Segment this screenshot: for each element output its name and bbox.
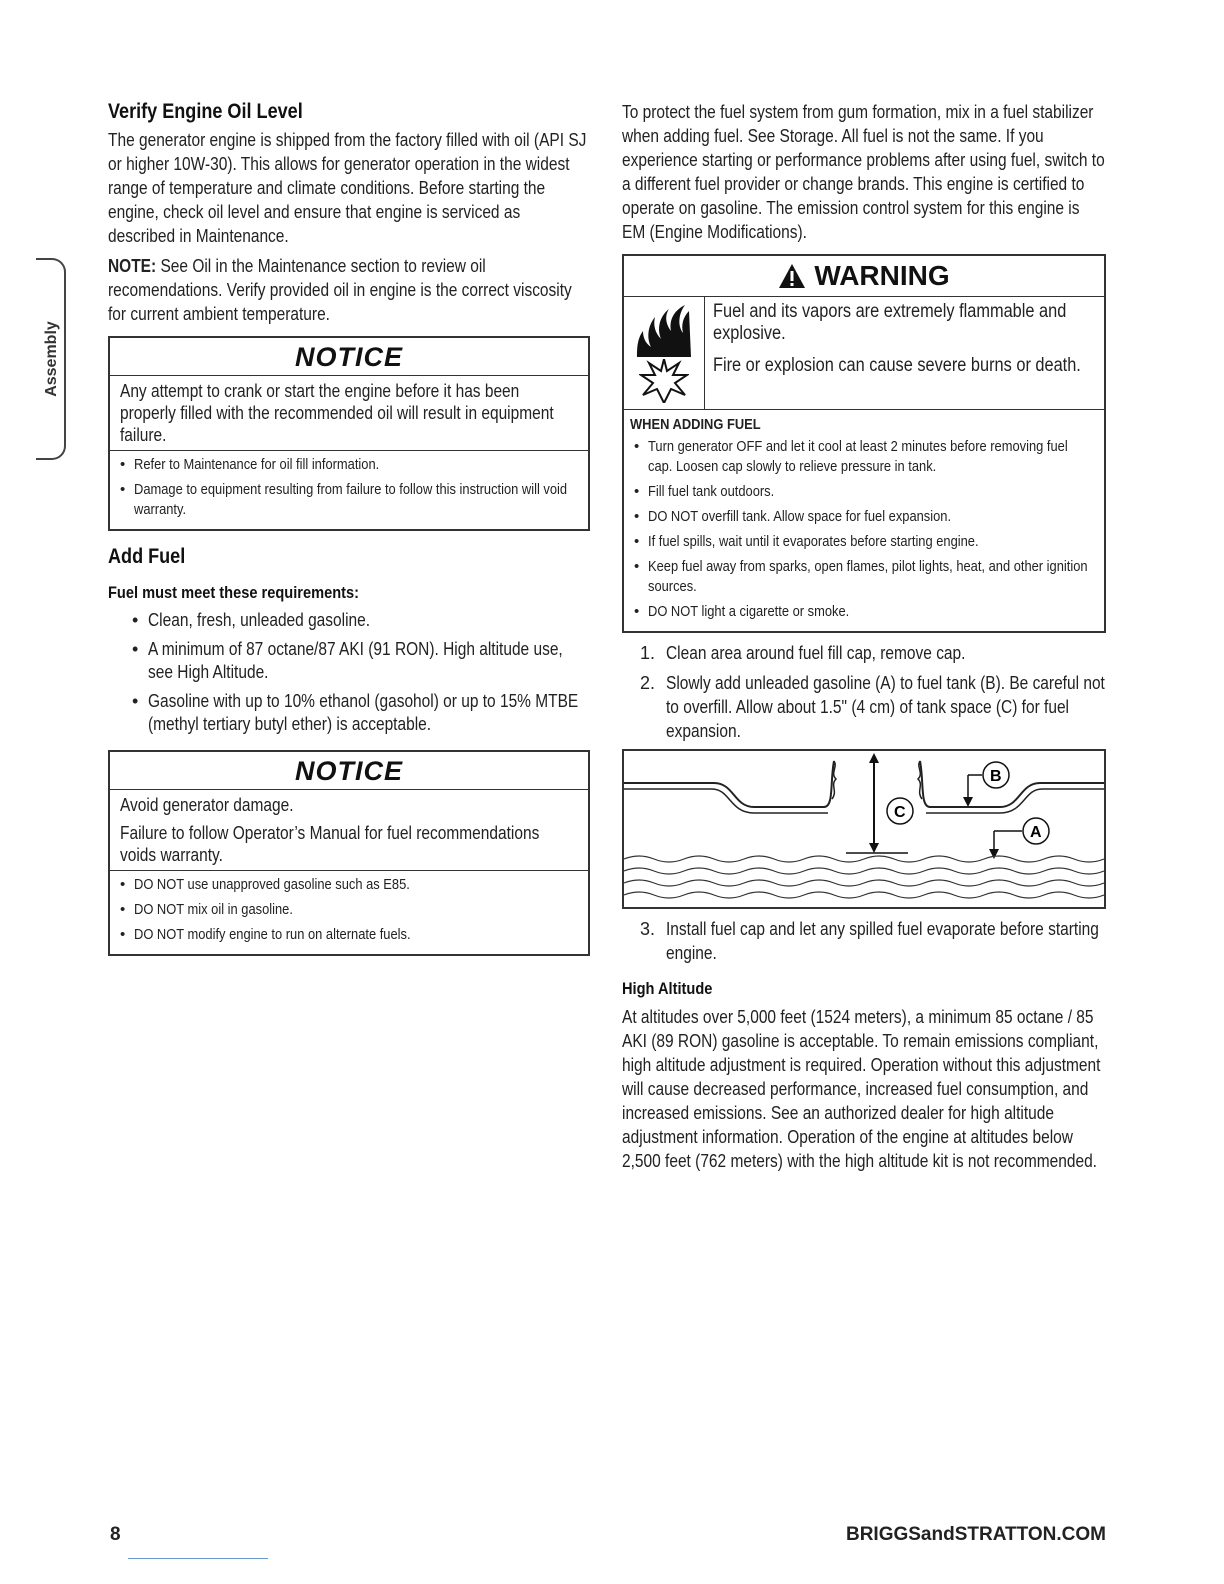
list-item: • DO NOT overfill tank. Allow space for fuel expansion.: [634, 507, 1096, 527]
fuel-steps: [622, 641, 1106, 743]
warning-subheading: WHEN ADDING FUEL: [630, 416, 761, 433]
notice-oil-message: Any attempt to crank or start the engine before it has been properly filled with the recommended oil will result in equipment failure.: [110, 376, 588, 451]
label-c: C: [894, 804, 906, 821]
hazard-messages: Fuel and its vapors are extremely flammable and explosive. Fire or explosion can cause severe burns or death.: [713, 301, 1081, 376]
fuel-steps-cont: [622, 917, 1106, 965]
note-text: See Oil in the Maintenance section to review oil recomendations. Verify provided oil in engine is the correct viscosity for current ambient temperature.: [108, 256, 572, 324]
label-b: B: [990, 768, 1002, 785]
list-item: • DO NOT modify engine to run on alternate fuels.: [120, 925, 580, 945]
fuel-tank-diagram: [622, 749, 1106, 909]
note-label: NOTE:: [108, 256, 157, 276]
altitude-heading: High Altitude: [622, 979, 713, 998]
oil-note: [108, 254, 590, 326]
step-item: 2. Slowly add unleaded gasoline (A) to fuel tank (B). Be careful not to overfill. Allow about 1.5" (4 cm) of tank space (C) for fuel expansion.: [640, 673, 1105, 741]
list-item: • DO NOT use unapproved gasoline such as E85.: [120, 875, 580, 895]
list-item: • A minimum of 87 octane/87 AKI (91 RON). High altitude use, see High Altitude.: [108, 638, 590, 684]
notice-oil: [108, 336, 590, 531]
fuel-requirements: [108, 609, 590, 736]
explosion-icon: [639, 359, 689, 403]
oil-body: The generator engine is shipped from the factory filled with oil (API SJ or higher 10W-30). This allows for generator operation in the widest range of temperature and climate conditions. Before starting the engine, check oil level and ensure that engine is serviced as described in Maintenance.: [108, 130, 587, 246]
list-item: • Clean, fresh, unleaded gasoline.: [108, 609, 590, 632]
fire-icon: [633, 303, 695, 359]
fuel-heading: Add Fuel: [108, 545, 186, 568]
left-column: [108, 100, 590, 966]
notice-oil-bullets: [110, 451, 588, 529]
warning-hazards: [624, 297, 1104, 410]
right-column: [622, 100, 1106, 1179]
notice-oil-title: NOTICE: [110, 338, 588, 376]
list-item: • Gasoline with up to 10% ethanol (gasohol) or up to 15% MTBE (methyl tertiary butyl ether) is acceptable.: [108, 690, 590, 736]
altitude-body: At altitudes over 5,000 feet (1524 meters), a minimum 85 octane / 85 AKI (89 RON) gasoline is acceptable. To remain emissions compliant, high altitude adjustment is required. Operation without this adjustment will cause decreased performance, increased fuel consumption, and increased emissions. See an authorized dealer for high altitude adjustment information. Operation of the engine at altitudes below 2,500 feet (762 meters) with the high altitude kit is not recommended.: [622, 1007, 1101, 1171]
list-item: • DO NOT light a cigarette or smoke.: [634, 602, 1096, 622]
list-item: • Fill fuel tank outdoors.: [634, 482, 1096, 502]
page-number: 8: [110, 1524, 121, 1545]
warning-bullets: [624, 433, 1104, 631]
list-item: • Keep fuel away from sparks, open flames, pilot lights, heat, and other ignition sources.: [634, 557, 1096, 597]
notice-fuel: [108, 750, 590, 956]
fuel-tank-illustration: [624, 751, 1104, 903]
warning-triangle-icon: [778, 263, 806, 289]
fuel-subheading: Fuel must meet these requirements:: [108, 583, 360, 602]
divider: [128, 1558, 268, 1559]
list-item: • Damage to equipment resulting from failure to follow this instruction will void warranty.: [120, 480, 580, 520]
footer-url: BRIGGSandSTRATTON.COM: [845, 1524, 1106, 1545]
step-item: 1. Clean area around fuel fill cap, remove cap.: [640, 643, 966, 663]
list-item: • Refer to Maintenance for oil fill information.: [120, 455, 580, 475]
list-item: • If fuel spills, wait until it evaporates before starting engine.: [634, 532, 1096, 552]
notice-fuel-title: NOTICE: [110, 752, 588, 790]
list-item: • DO NOT mix oil in gasoline.: [120, 900, 580, 920]
label-a: A: [1030, 824, 1042, 841]
oil-heading: Verify Engine Oil Level: [108, 100, 303, 123]
section-tab-label: Assembly: [43, 321, 60, 397]
section-tab: [36, 258, 66, 460]
fuel-intro: To protect the fuel system from gum formation, mix in a fuel stabilizer when adding fuel. See Storage. All fuel is not the same. If you experience starting or performance problems after using fuel, switch to a different fuel provider or change brands. This engine is certified to operate on gasoline. The emission control system for this engine is EM (Engine Modifications).: [622, 102, 1105, 242]
warning-title: WARNING: [624, 256, 1104, 297]
list-item: • Turn generator OFF and let it cool at least 2 minutes before removing fuel cap. Loosen cap slowly to relieve pressure in tank.: [634, 437, 1096, 477]
notice-fuel-message: Avoid generator damage. Failure to follow Operator’s Manual for fuel recommendations voids warranty.: [110, 790, 588, 871]
step-item: 3. Install fuel cap and let any spilled fuel evaporate before starting engine.: [640, 919, 1099, 963]
hazard-icons: [624, 297, 705, 409]
warning-box: [622, 254, 1106, 633]
notice-fuel-bullets: [110, 871, 588, 954]
